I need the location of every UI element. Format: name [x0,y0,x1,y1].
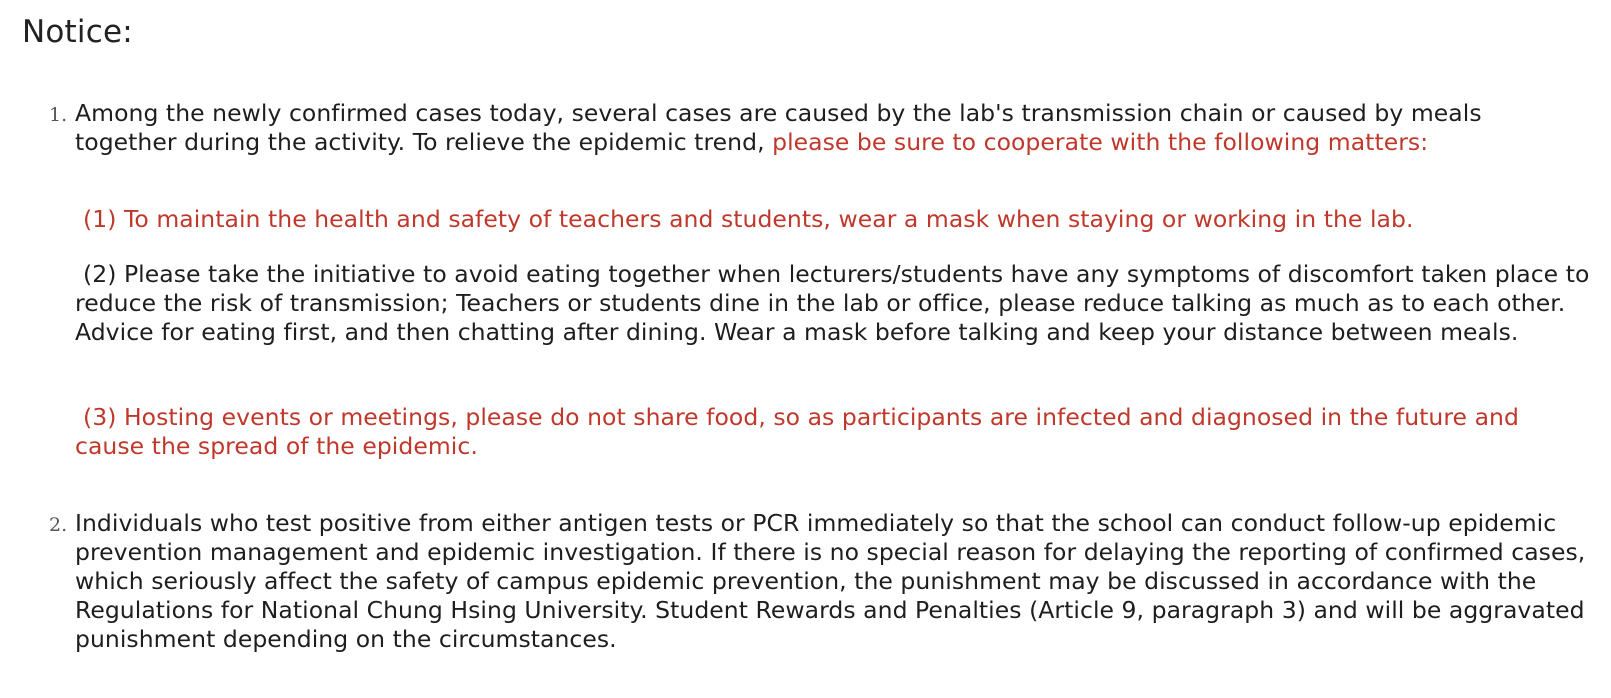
notice-heading: Notice: [22,14,133,50]
notice-item-1 [49,99,1590,157]
subitem-2 [75,260,1590,347]
notice-item-2 [49,509,1590,654]
notice-item-2-text: Individuals who test positive from either antigen tests or PCR immediately so that the school can conduct follow-up epidemic prevention management and epidemic investigation. If there is no special reason for delaying the reporting of confirmed cases, which seriously affect the safety of campus epidemic prevention, the punishment may be discussed in accordance with the Regulations for National Chung Hsing University. Student Rewards and Penalties (Article 9, paragraph 3) and will be aggravated punishment depending on the circumstances. [75,509,1586,653]
subitem-1 [75,205,1590,234]
subitem-3-text: (3) Hosting events or meetings, please do not share food, so as participants are infected and diagnosed in the future and cause the spread of the epidemic. [75,403,1519,460]
subitem-3 [75,403,1590,461]
notice-item-1-text: Among the newly confirmed cases today, several cases are caused by the lab's transmission chain or caused by meals together during the activity. To relieve the epidemic trend, [75,99,1482,156]
list-marker-1: 1. [49,104,68,126]
list-marker-2: 2. [49,514,68,536]
subitem-1-text: (1) To maintain the health and safety of teachers and students, wear a mask when staying or working in the lab. [83,205,1414,233]
notice-item-1-highlight: please be sure to cooperate with the following matters: [772,128,1429,156]
subitem-2-text: (2) Please take the initiative to avoid eating together when lecturers/students have any symptoms of discomfort taken place to reduce the risk of transmission; Teachers or students dine in the lab or office, please reduce talking as much as to each other. Advice for eating first, and then chatting after dining. Wear a mask before talking and keep your distance between meals. [75,260,1590,346]
